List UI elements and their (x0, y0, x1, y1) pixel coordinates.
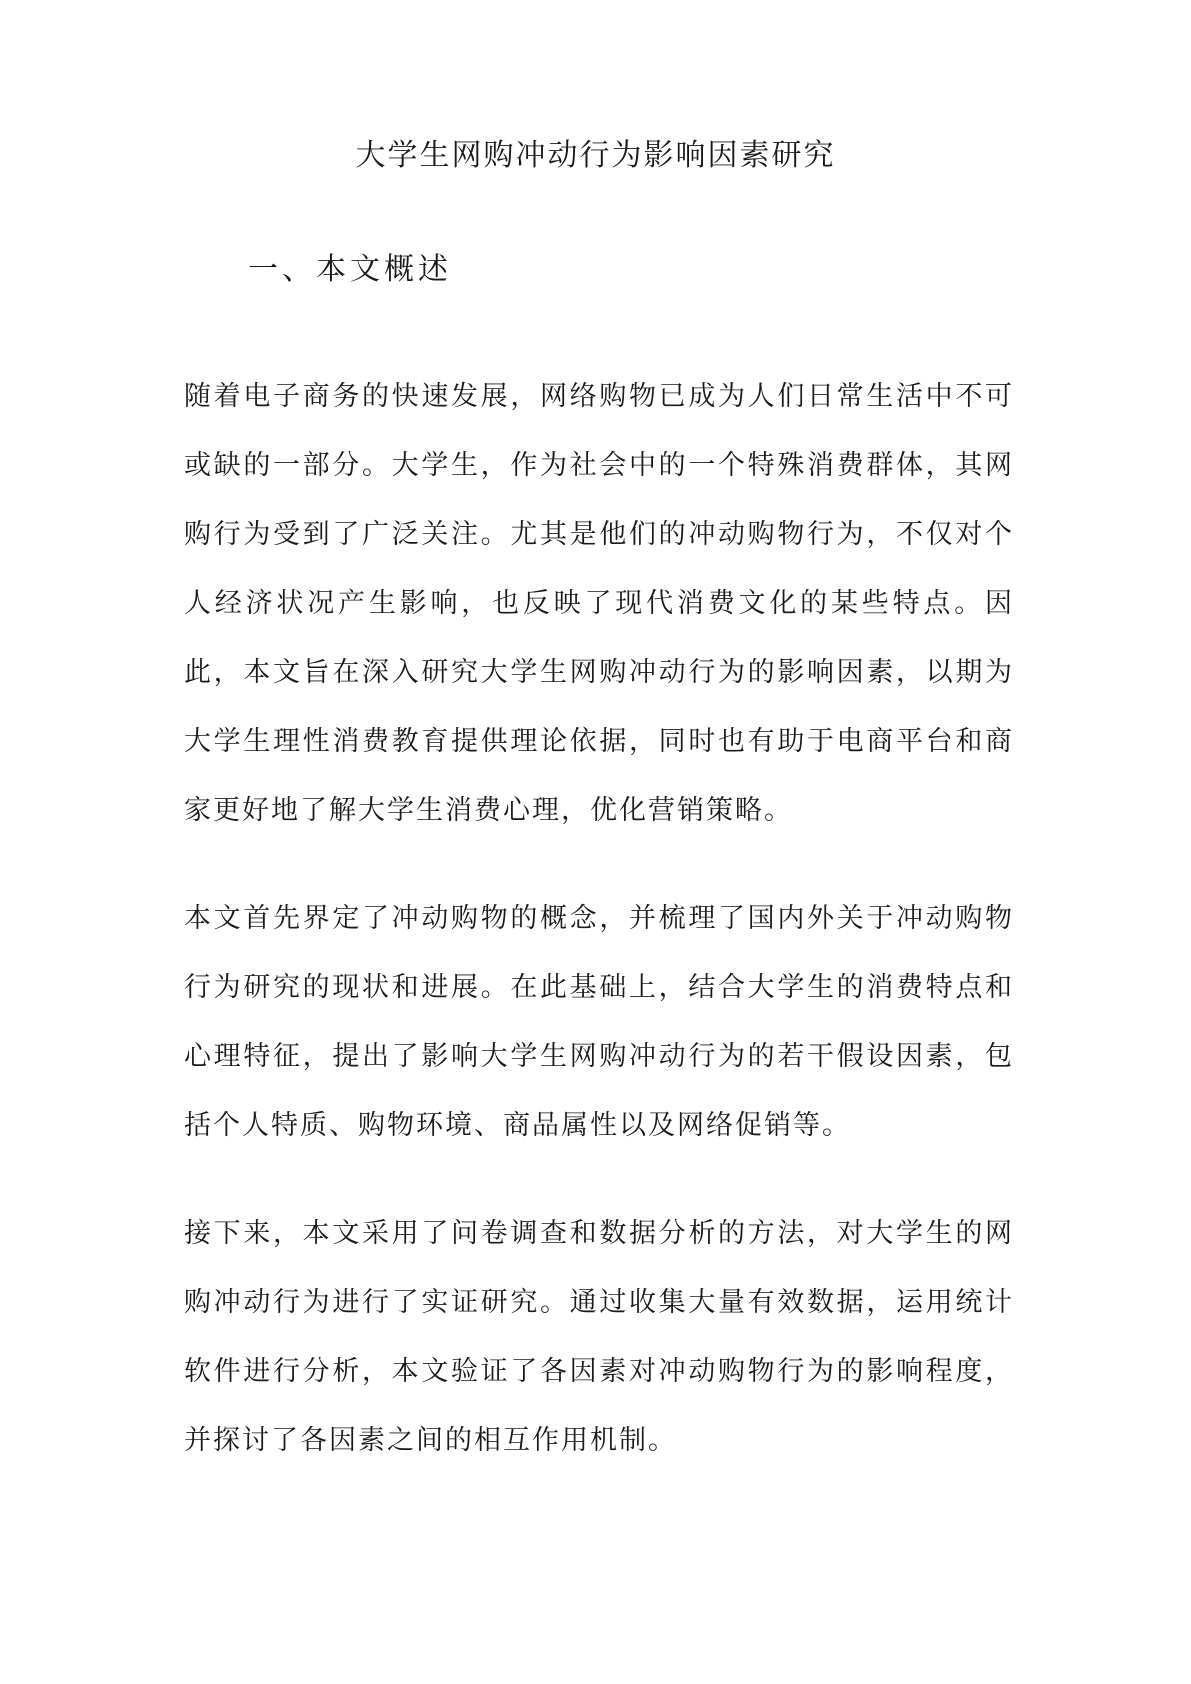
document-title: 大学生网购冲动行为影响因素研究 (355, 138, 836, 173)
paragraph: 随着电子商务的快速发展，网络购物已成为人们日常生活中不可或缺的一部分。大学生，作为社会中的一个特殊消费群体，其网购行为受到了广泛关注。尤其是他们的冲动购物行为，不仅对个人经济状况产生影响，也反映了现代消费文化的某些特点。因此，本文旨在深入研究大学生网购冲动行为的影响因素，以期为大学生理性消费教育提供理论依据，同时也有助于电商平台和商家更好地了解大学生消费心理，优化营销策略。 (184, 381, 1014, 826)
section-heading: 一、本文概述 (248, 252, 452, 287)
paragraph: 本文首先界定了冲动购物的概念，并梳理了国内外关于冲动购物行为研究的现状和进展。在此基础上，结合大学生的消费特点和心理特征，提出了影响大学生网购冲动行为的若干假设因素，包括个人特质、购物环境、商品属性以及网络促销等。 (184, 903, 1014, 1141)
paragraph: 接下来，本文采用了问卷调查和数据分析的方法，对大学生的网购冲动行为进行了实证研究。通过收集大量有效数据，运用统计软件进行分析，本文验证了各因素对冲动购物行为的影响程度，并探讨了各因素之间的相互作用机制。 (184, 1218, 1014, 1456)
document-body (184, 362, 1014, 1514)
